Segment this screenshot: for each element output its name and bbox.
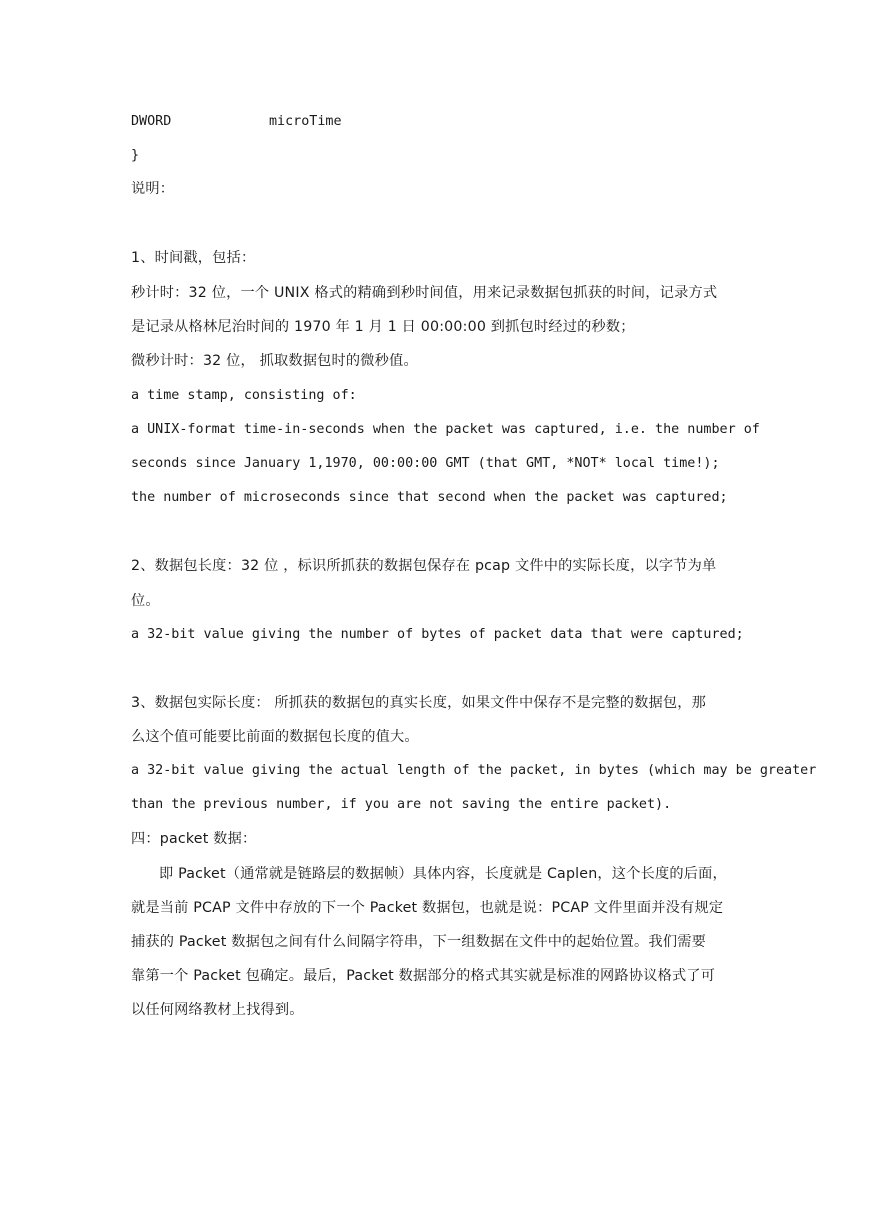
section-1-en-line-1: a time stamp, consisting of:: [131, 388, 357, 403]
section-1-zh-line-1: 秒计时：32 位，一个 UNIX 格式的精确到秒时间值，用来记录数据包抓获的时间，记录方式: [131, 285, 718, 301]
section-4-para-line-4: 靠第一个 Packet 包确定。最后，Packet 数据部分的格式其实就是标准的网路协议格式了可: [131, 968, 716, 984]
section-3-zh-line-2: 么这个值可能要比前面的数据包长度的值大。: [131, 729, 419, 745]
section-4-para-line-1: 即 Packet（通常就是链路层的数据帧）具体内容，长度就是 Caplen，这个长度的后面，: [159, 866, 727, 882]
section-1-en-line-3: seconds since January 1,1970, 00:00:00 GMT (that GMT, *NOT* local time!);: [131, 456, 720, 471]
section-1-en-line-4: the number of microseconds since that second when the packet was captured;: [131, 490, 728, 505]
struct-field-line: [131, 113, 342, 131]
note-heading: 说明：: [131, 181, 175, 197]
section-4-para-line-5: 以任何网络教材上找得到。: [131, 1002, 304, 1018]
section-2-zh-line-2: 位。: [131, 593, 160, 609]
section-1-zh-line-3: 微秒计时：32 位， 抓取数据包时的微秒值。: [131, 353, 418, 369]
section-3-en-line-2: than the previous number, if you are not saving the entire packet).: [131, 797, 672, 812]
section-1-en-line-2: a UNIX-format time-in-seconds when the packet was captured, i.e. the number of: [131, 422, 760, 437]
struct-field-name: microTime: [269, 114, 342, 129]
struct-closing-brace: }: [131, 148, 140, 163]
section-1-title: 1、时间戳，包括：: [131, 250, 256, 266]
section-2-zh-line-1: 2、数据包长度：32 位 ，标识所抓获的数据包保存在 pcap 文件中的实际长度，以字节为单: [131, 558, 717, 574]
section-3-zh-line-1: 3、数据包实际长度： 所抓获的数据包的真实长度，如果文件中保存不是完整的数据包，那: [131, 695, 707, 711]
section-4-para-line-3: 捕获的 Packet 数据包之间有什么间隔字符串，下一组数据在文件中的起始位置。我们需要: [131, 934, 706, 950]
section-4-title: 四：packet 数据：: [131, 831, 257, 847]
section-4-para-line-2: 就是当前 PCAP 文件中存放的下一个 Packet 数据包，也就是说：PCAP 文件里面并没有规定: [131, 900, 724, 916]
section-1-zh-line-2: 是记录从格林尼治时间的 1970 年 1 月 1 日 00:00:00 到抓包时经过的秒数；: [131, 319, 635, 335]
section-3-en-line-1: a 32-bit value giving the actual length of the packet, in bytes (which may be greater: [131, 763, 817, 778]
struct-field-type: DWORD: [131, 114, 172, 129]
section-2-en-line-1: a 32-bit value giving the number of bytes of packet data that were captured;: [131, 627, 744, 642]
